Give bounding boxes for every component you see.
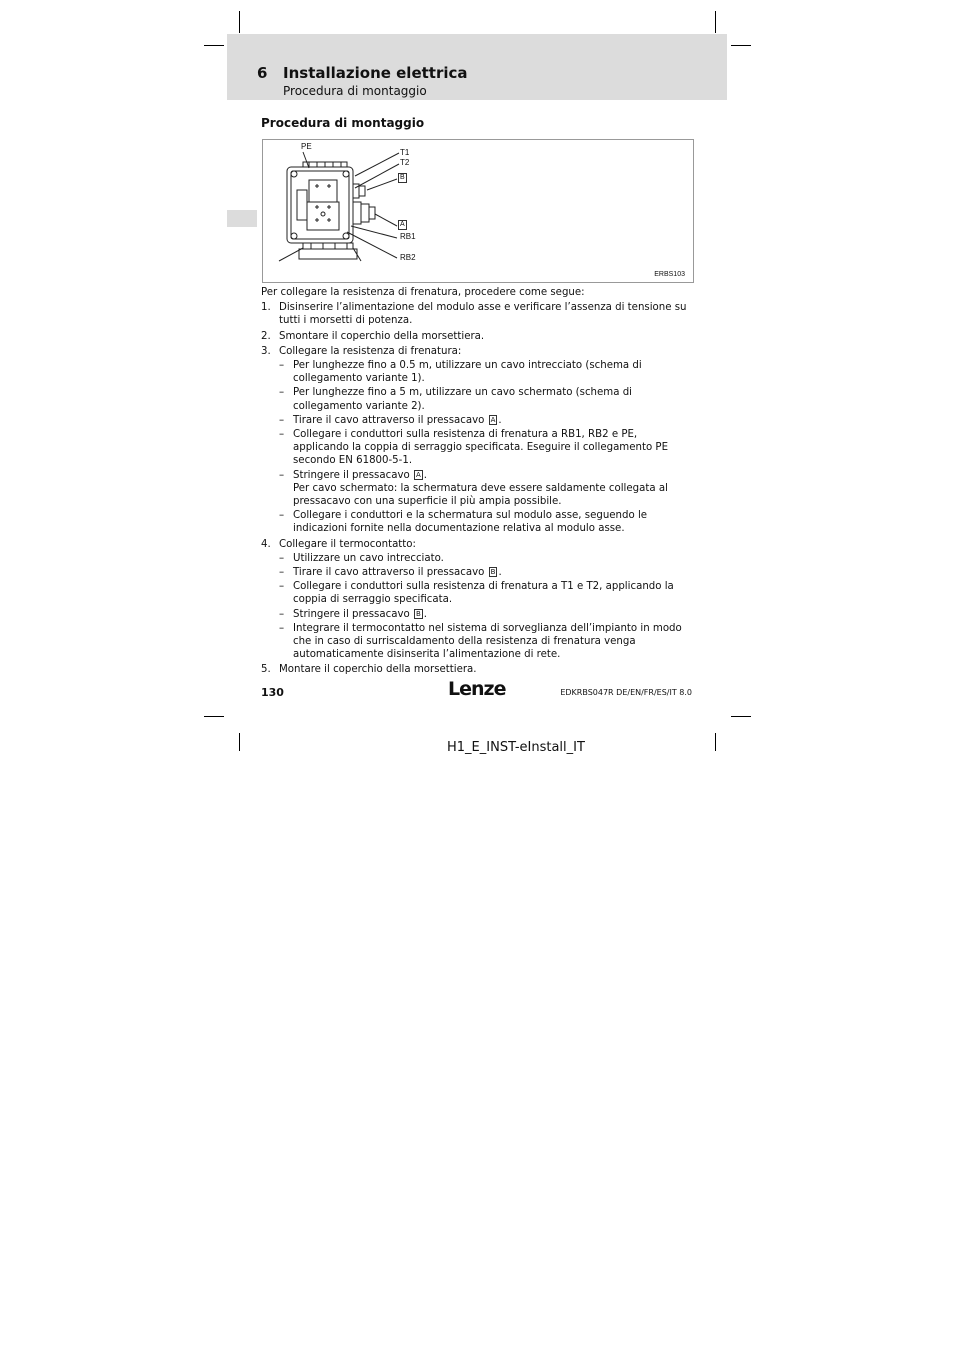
intro-text: Per collegare la resistenza di frenatura, procedere come segue:	[261, 287, 585, 298]
label-rb1: RB1	[400, 232, 416, 241]
chapter-number: 6	[257, 64, 268, 82]
label-t2: T2	[400, 158, 410, 167]
label-t1: T1	[400, 148, 410, 157]
step-4-sub-4: – Stringere il pressacavo B .	[279, 608, 428, 620]
step-3-sub-4: – Collegare i conduttori sulla resistenza di frenatura a RB1, RB2 e PE, applicando la coppia di serraggio specificata. Eseguire il collegamento PE secondo EN 61800-5-1.	[279, 429, 669, 467]
figure-id: ERBS103	[654, 271, 685, 278]
step-3-sub-5: – Stringere il pressacavo A . Per cavo schermato: la schermatura deve essere saldamente collegata al pressacavo con una superficie il più ampia possibile.	[279, 469, 668, 508]
crop-mark	[731, 716, 751, 717]
chapter-title: Installazione elettrica	[283, 64, 468, 82]
step-4-sub-3: – Collegare i conduttori sulla resistenza di frenatura a T1 e T2, applicando la coppia di serraggio specificata.	[279, 581, 674, 606]
crop-mark	[715, 733, 716, 751]
step-3-sub-1: – Per lunghezze fino a 0.5 m, utilizzare un cavo intrecciato (schema di collegamento variante 1).	[279, 360, 642, 385]
procedure-text	[261, 286, 695, 677]
step-3-sub-2: – Per lunghezze fino a 5 m, utilizzare un cavo schermato (schema di collegamento variante 2).	[279, 387, 632, 412]
chapter-subtitle: Procedura di montaggio	[283, 84, 427, 98]
label-pe: PE	[301, 142, 312, 151]
crop-mark	[731, 45, 751, 46]
step-4: 4. Collegare il termocontatto: – Utilizzare un cavo intrecciato. – Tirare il cavo attraverso il pressacavo B . – Collegare i conduttori sulla resistenza di frenatura a T1 e T2, applicando la coppia di serraggio specificata. – Stringere il pressacavo B . – Integrare il termocontatto nel sistema di sorveglianza dell’impianto in modo che in caso di surriscaldamento della resistenza di frenatura venga automaticamente disinserita l’alimentazione di rete.	[261, 538, 695, 662]
step-3-sub-6: – Collegare i conduttori e la schermatura sul modulo asse, seguendo le indicazioni fornite nella documentazione relativa al modulo asse.	[279, 510, 648, 535]
brand-logo: Lenze	[448, 678, 506, 700]
figure-brake-resistor	[262, 139, 694, 283]
gland-b-ref: B	[490, 568, 496, 577]
step-3-sub-3: – Tirare il cavo attraverso il pressacavo A .	[279, 414, 502, 426]
brake-resistor-drawing	[263, 140, 695, 284]
step-2: 2. Smontare il coperchio della morsettiera.	[261, 330, 485, 342]
crop-mark	[715, 11, 716, 33]
section-title: Procedura di montaggio	[261, 116, 425, 130]
job-name: H1_E_INST-eInstall_IT	[447, 740, 585, 755]
page-number: 130	[261, 686, 284, 699]
crop-mark	[204, 716, 224, 717]
step-4-sub-1: – Utilizzare un cavo intrecciato.	[279, 552, 444, 564]
gland-a-ref: A	[415, 470, 421, 479]
step-3: 3. Collegare la resistenza di frenatura: – Per lunghezze fino a 0.5 m, utilizzare un cavo intrecciato (schema di collegamento variante 1). – Per lunghezze fino a 5 m, utilizzare un cavo schermato (schema di collegamento variante 2). – Tirare il cavo attraverso il pressacavo A . – Collegare i conduttori sulla resistenza di frenatura a RB1, RB2 e PE, applicando la coppia di serraggio specificata. Eseguire il collegamento PE secondo EN 61800-5-1. – Stringere il pressacavo A . Per cavo schermato: la schermatura deve essere saldamente collegata al pressacavo con una superficie il più ampia possibile. – Collegare i conduttori e la schermatura sul modulo asse, seguendo le indicazioni fornite nella documentazione relativa al modulo asse.	[261, 345, 695, 536]
crop-mark	[239, 733, 240, 751]
label-b: B	[400, 174, 405, 181]
gland-b-ref: B	[415, 609, 421, 618]
document-code: EDKRBS047R DE/EN/FR/ES/IT 8.0	[560, 688, 692, 697]
step-4-sub-2: – Tirare il cavo attraverso il pressacavo B .	[279, 567, 502, 579]
label-rb2: RB2	[400, 253, 416, 262]
label-a: A	[400, 221, 405, 228]
crop-mark	[204, 45, 224, 46]
side-tab-marker	[227, 210, 257, 227]
step-1: 1. Disinserire l’alimentazione del modulo asse e verificare l’assenza di tensione su tutti i morsetti di potenza.	[261, 302, 687, 327]
gland-a-ref: A	[490, 415, 496, 424]
step-5: 5. Montare il coperchio della morsettiera.	[261, 664, 477, 676]
crop-mark	[239, 11, 240, 33]
step-4-sub-5: – Integrare il termocontatto nel sistema di sorveglianza dell’impianto in modo che in caso di surriscaldamento della resistenza di frenatura venga automaticamente disinserita l’alimentazione di rete.	[279, 622, 682, 661]
